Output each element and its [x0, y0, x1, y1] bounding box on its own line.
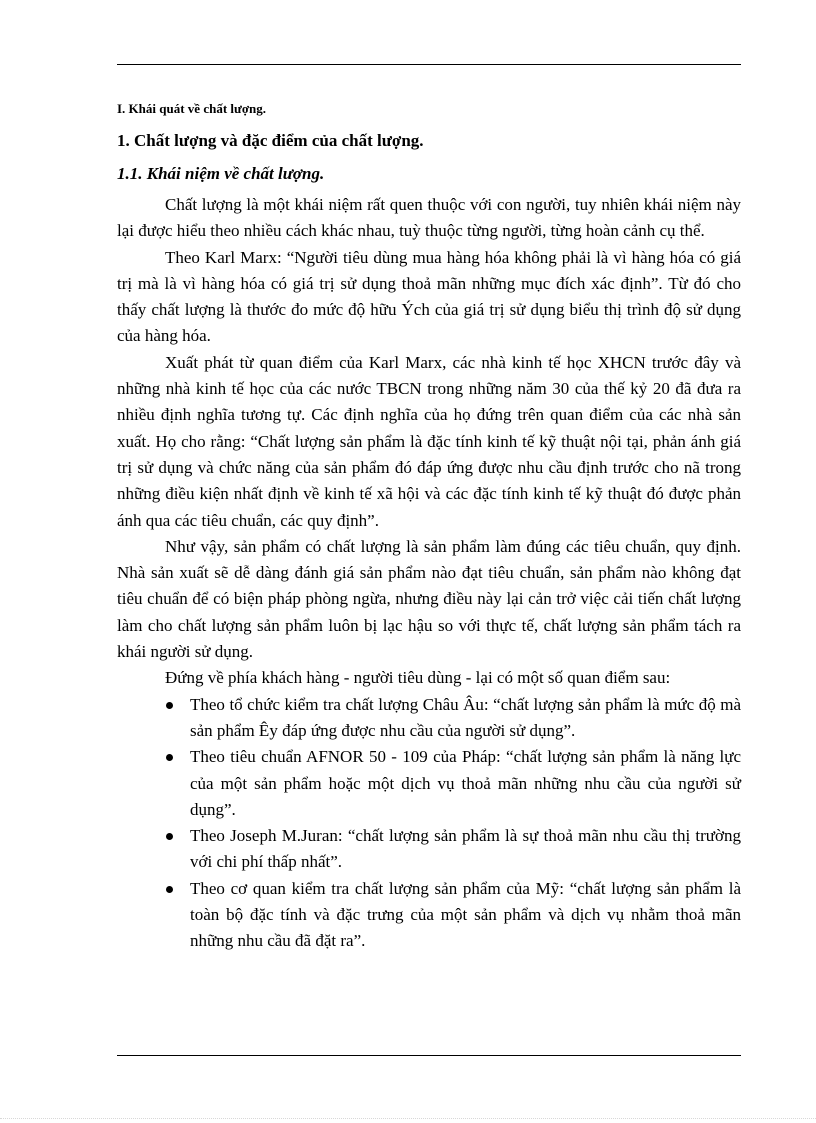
- section-heading-level-3: 1.1. Khái niệm về chất lượng.: [117, 164, 325, 183]
- paragraph-standards: Như vậy, sản phẩm có chất lượng là sản phẩm làm đúng các tiêu chuẩn, quy định. Nhà sản xuất sẽ dễ dàng đánh giá sản phẩm nào đạt tiêu chuẩn, sản phẩm nào không đạt tiêu chuẩn để có biện pháp phòng ngừa, nhưng điều này lại cản trở việc cải tiến chất lượng làm cho chất lượng sản phẩm luôn bị lạc hậu so với thực tế, chất lượng sản phẩm tách ra khái người sử dụng.: [117, 536, 741, 662]
- paragraph-producer-view: Xuất phát từ quan điểm của Karl Marx, các nhà kinh tế học XHCN trước đây và những nhà kinh tế học của các nước TBCN trong những năm 30 của thế kỷ 20 đã đưa ra nhiều định nghĩa tương tự. Các định nghĩa của họ đứng trên quan điểm của các nhà sản xuất. Họ cho rằng: “Chất lượng sản phẩm là đặc tính kinh tế kỹ thuật nội tại, phản ánh giá trị sử dụng và chức năng của sản phẩm đó đáp ứng được nhu cầu định trước cho nã trong những điều kiện nhất định về kinh tế xã hội và các đặc tính kinh tế kỹ thuật đó được phản ánh qua các tiêu chuẩn, các quy định”.: [117, 352, 741, 530]
- list-item: [117, 823, 741, 876]
- bullet-icon: [166, 886, 173, 893]
- bullet-icon: [166, 833, 173, 840]
- list-item-text: Theo tổ chức kiểm tra chất lượng Châu Âu: “chất lượng sản phẩm là mức độ mà sản phẩm Êy đáp ứng được nhu cầu của người sử dụng”.: [190, 694, 741, 740]
- list-item: [117, 876, 741, 955]
- paragraph-intro: Chất lượng là một khái niệm rất quen thuộc với con người, tuy nhiên khái niệm này lại được hiểu theo nhiều cách khác nhau, tuỳ thuộc từng người, từng hoàn cảnh cụ thể.: [117, 195, 741, 241]
- section-heading-level-2: 1. Chất lượng và đặc điểm của chất lượng.: [117, 131, 424, 150]
- section-heading-level-1: I. Khái quát về chất lượng.: [117, 101, 266, 116]
- list-item-text: Theo Joseph M.Juran: “chất lượng sản phẩm là sự thoả mãn nhu cầu thị trường với chi phí thấp nhất”.: [190, 826, 741, 872]
- list-item: [117, 744, 741, 823]
- document-body: [117, 98, 741, 955]
- paragraph-customer-view: Đứng về phía khách hàng - người tiêu dùng - lại có một số quan điểm sau:: [165, 668, 671, 688]
- footer-rule: [117, 1055, 741, 1056]
- list-item-text: Theo cơ quan kiểm tra chất lượng sản phẩm của Mỹ: “chất lượng sản phẩm là toàn bộ đặc tính và đặc trưng của một sản phẩm và dịch vụ nhằm thoả mãn những nhu cầu đã đặt ra”.: [190, 878, 741, 951]
- paragraph-karl-marx: Theo Karl Marx: “Người tiêu dùng mua hàng hóa không phải là vì hàng hóa có giá trị mà là vì hàng hóa có giá trị sử dụng thoả mãn những mục đích xác định”. Từ đó cho thấy chất lượng là thước đo mức độ hữu Ých của giá trị sử dụng biểu thị trình độ sử dụng của hàng hóa.: [117, 247, 741, 346]
- bullet-icon: [166, 754, 173, 761]
- bullet-icon: [166, 702, 173, 709]
- header-rule: [117, 64, 741, 65]
- list-item-text: Theo tiêu chuẩn AFNOR 50 - 109 của Pháp: “chất lượng sản phẩm là năng lực của một sản phẩm hoặc một dịch vụ thoả mãn những nhu cầu của người sử dụng”.: [190, 747, 741, 819]
- page-edge-dotted-line: [0, 1118, 816, 1119]
- definitions-list: [117, 692, 741, 955]
- list-item: [117, 692, 741, 745]
